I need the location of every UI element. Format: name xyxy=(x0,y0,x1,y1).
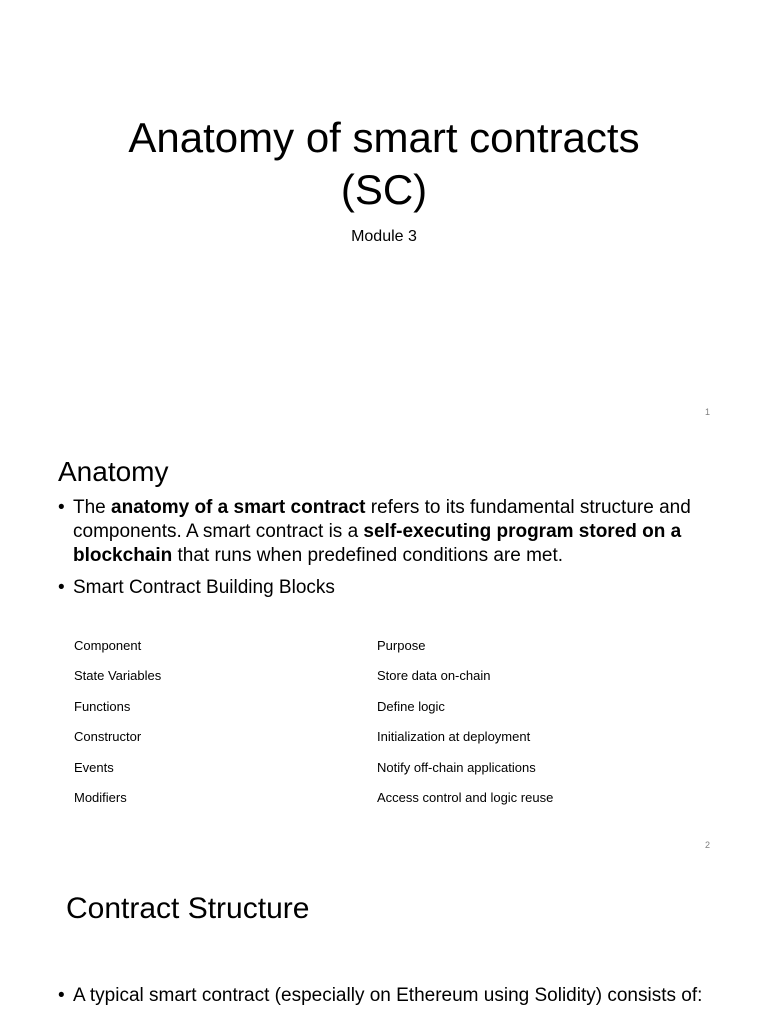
bullet-glyph: • xyxy=(58,577,65,598)
table-row xyxy=(74,691,694,722)
slide-heading: Contract Structure xyxy=(66,892,310,925)
page-number: 1 xyxy=(704,407,710,417)
bullet-item xyxy=(58,496,718,568)
slide-subtitle: Module 3 xyxy=(351,228,417,245)
bullet-text xyxy=(73,497,691,566)
slide-3 xyxy=(0,864,768,1024)
table-cell: Modifiers xyxy=(74,790,127,806)
table-cell: Constructor xyxy=(74,729,142,745)
title-line-1: Anatomy of smart contracts xyxy=(128,114,640,161)
building-blocks-table xyxy=(74,630,694,813)
table-header-cell: Purpose xyxy=(377,637,426,653)
table-cell: Access control and logic reuse xyxy=(377,790,554,806)
bold-text-run: self-executing program stored on a blockchain xyxy=(73,521,682,566)
bullet-text: Smart Contract Building Blocks xyxy=(73,577,335,598)
bullet-text: A typical smart contract (especially on Ethereum using Solidity) consists of: xyxy=(73,985,703,1006)
text-run: The xyxy=(73,497,112,518)
bullet-glyph: • xyxy=(58,985,65,1006)
text-run: refers to its fundamental structure and components. A smart contract is a xyxy=(73,497,691,542)
table-cell: Store data on-chain xyxy=(377,668,491,684)
table-row xyxy=(74,722,694,753)
slide-1 xyxy=(0,0,768,432)
text-run: that runs when predefined conditions are met. xyxy=(172,545,564,566)
table-cell: Define logic xyxy=(377,698,445,714)
title-line-2: (SC) xyxy=(340,166,428,213)
table-row xyxy=(74,783,694,814)
table-cell: Initialization at deployment xyxy=(377,729,531,745)
table-row xyxy=(74,661,694,692)
slide-2 xyxy=(0,432,768,864)
page-number: 2 xyxy=(704,840,710,850)
slide-title xyxy=(0,112,768,216)
table-cell: Notify off-chain applications xyxy=(377,759,536,775)
bullet-list xyxy=(58,984,718,1016)
table-row xyxy=(74,752,694,783)
bullet-item xyxy=(58,984,718,1008)
table-cell: State Variables xyxy=(74,668,162,684)
table-header-cell: Component xyxy=(74,637,142,653)
table-cell: Functions xyxy=(74,698,131,714)
slide-heading: Anatomy xyxy=(58,456,169,487)
bold-text-run: anatomy of a smart contract xyxy=(111,497,366,518)
table-header-row xyxy=(74,630,694,661)
bullet-list xyxy=(58,496,718,608)
bullet-glyph: • xyxy=(58,497,65,518)
bullet-item xyxy=(58,576,718,600)
table-cell: Events xyxy=(74,759,114,775)
